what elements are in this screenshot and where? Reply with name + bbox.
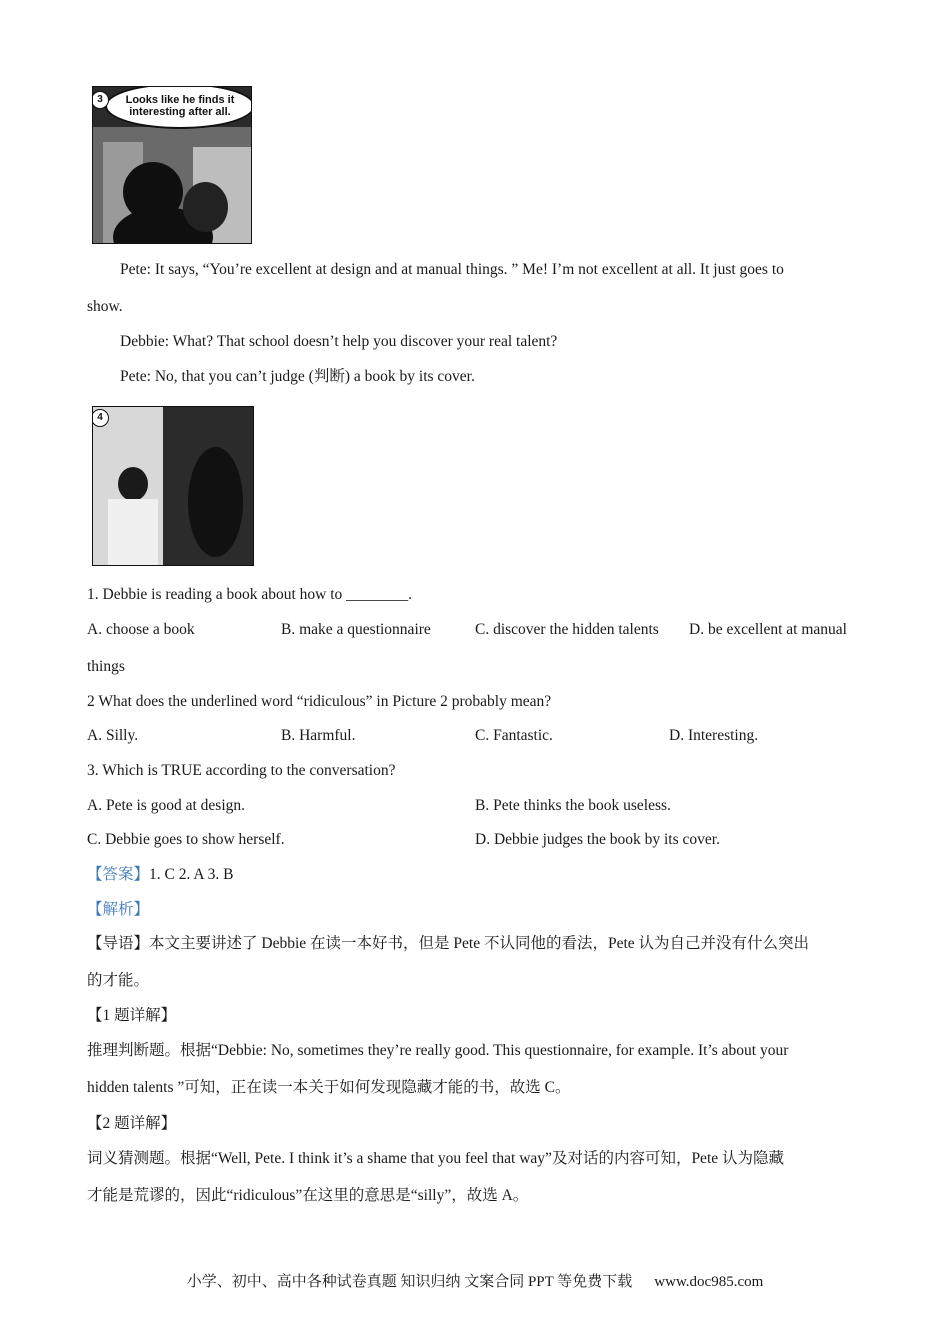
answer-line [87, 865, 233, 885]
question-1-option-a: A. choose a book [87, 621, 195, 638]
footer-text: 小学、初中、高中各种试卷真题 知识归纳 文案合同 PPT 等免费下载 [186, 1274, 633, 1290]
question-1-option-c: C. discover the hidden talents [475, 621, 659, 638]
dialogue-debbie-1: Debbie: What? That school doesn’t help you discover your real talent? [120, 333, 558, 350]
question-3-option-d: D. Debbie judges the book by its cover. [475, 831, 720, 848]
question-3-option-b: B. Pete thinks the book useless. [475, 797, 671, 814]
analysis-detail-2-label: 【2 题详解】 [87, 1115, 177, 1132]
question-1-stem: 1. Debbie is reading a book about how to ________. [87, 586, 413, 603]
analysis-label: 【解析】 [87, 901, 150, 918]
analysis-detail-1-label: 【1 题详解】 [87, 1007, 177, 1024]
dialogue-pete-1-line-2: show. [87, 298, 123, 315]
panel-number-4: 4 [92, 409, 109, 427]
question-1-option-d: D. be excellent at manual [689, 621, 847, 638]
footer-url[interactable]: www.doc985.com [654, 1274, 764, 1290]
analysis-detail-2-line-2: 才能是荒谬的，因此“ridiculous”在这里的意思是“silly”，故选 A。 [87, 1187, 529, 1204]
question-3-option-c: C. Debbie goes to show herself. [87, 831, 285, 848]
analysis-intro-line-1: 【导语】本文主要讲述了 Debbie 在读一本好书，但是 Pete 不认同他的看法，Pete 认为自己并没有什么突出 [87, 935, 810, 952]
comic-panel-4 [92, 406, 254, 566]
question-2-stem: 2 What does the underlined word “ridiculous” in Picture 2 probably mean? [87, 693, 552, 710]
question-3-option-a: A. Pete is good at design. [87, 797, 245, 814]
speech-bubble [105, 86, 252, 129]
panel-number-3: 3 [92, 91, 109, 109]
bubble-line-2: interesting after all. [129, 106, 231, 118]
page-footer [0, 1270, 950, 1291]
question-3-stem: 3. Which is TRUE according to the conversation? [87, 762, 396, 779]
analysis-detail-1-line-1: 推理判断题。根据“Debbie: No, sometimes they’re really good. This questionnaire, for example. It’s about your [87, 1042, 789, 1059]
analysis-detail-1-line-2: hidden talents ”可知，正在读一本关于如何发现隐藏才能的书，故选 C。 [87, 1079, 571, 1096]
answer-label: 【答案】 [87, 866, 150, 883]
analysis-intro-line-2: 的才能。 [87, 972, 150, 989]
analysis-detail-2-line-1: 词义猜测题。根据“Well, Pete. I think it’s a shame that you feel that way”及对话的内容可知，Pete 认为隐藏 [87, 1150, 785, 1167]
question-2-option-a: A. Silly. [87, 727, 139, 744]
dialogue-pete-2: Pete: No, that you can’t judge (判断) a book by its cover. [120, 368, 475, 385]
answer-text: 1. C 2. A 3. B [149, 866, 234, 883]
question-1-option-d-cont: things [87, 658, 125, 675]
dialogue-pete-1-line-1: Pete: It says, “You’re excellent at design and at manual things. ” Me! I’m not excellent at all. It just goes to [120, 261, 784, 278]
question-1-option-b: B. make a questionnaire [281, 621, 431, 638]
comic-panel-3 [92, 86, 252, 244]
question-2-option-b: B. Harmful. [281, 727, 356, 744]
question-2-option-c: C. Fantastic. [475, 727, 553, 744]
question-2-option-d: D. Interesting. [669, 727, 759, 744]
bubble-line-1: Looks like he finds it [125, 94, 235, 106]
